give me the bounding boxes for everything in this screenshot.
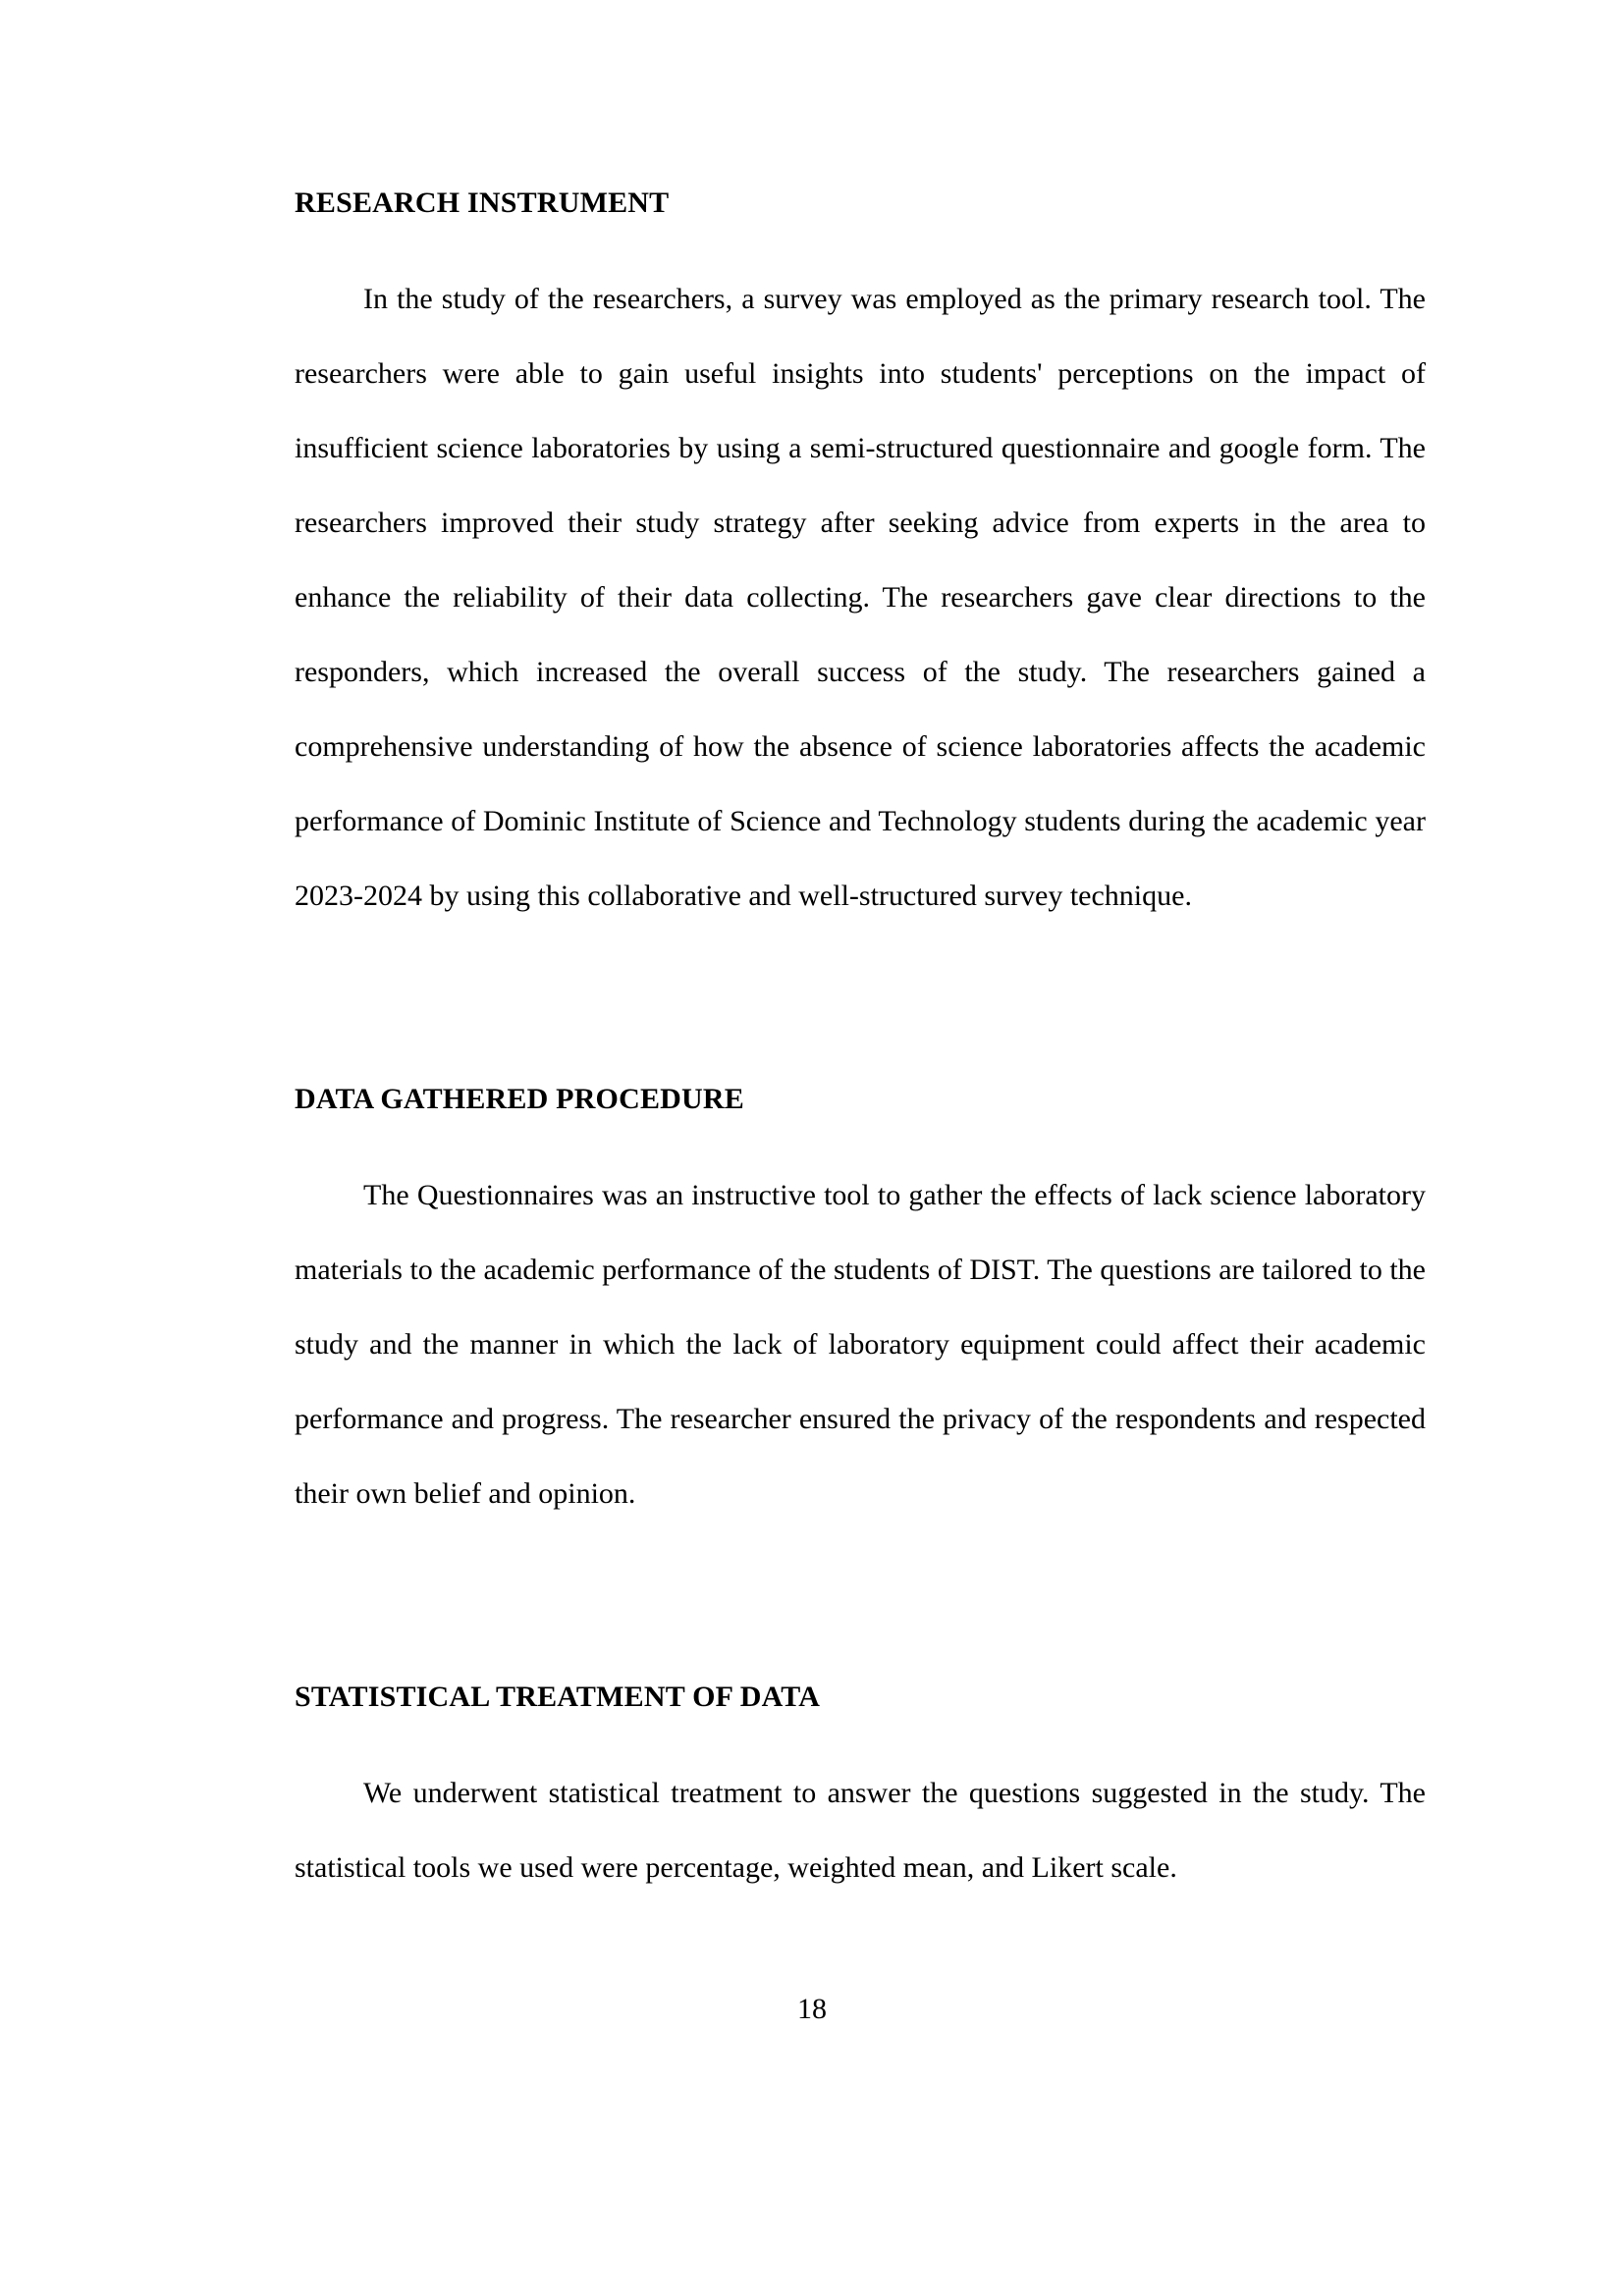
section-heading-statistical-treatment-of-data: STATISTICAL TREATMENT OF DATA — [295, 1681, 821, 1713]
document-body — [295, 187, 1426, 1905]
page-number: 18 — [797, 1993, 827, 2025]
spacer — [295, 1713, 1426, 1756]
section-paragraph-research-instrument: In the study of the researchers, a survey was employed as the primary research tool. The researchers were able to gain useful insights into students' perceptions on the impact of insufficient science laboratories by using a semi-structured questionnaire and google form. The researchers improved their study strategy after seeking advice from experts in the area to enhance the reliability of their data collecting. The researchers gave clear directions to the responders, which increased the overall success of the study. The researchers gained a comprehensive understanding of how the absence of science laboratories affects the academic performance of Dominic Institute of Science and Technology students during the academic year 2023-2024 by using this collaborative and well-structured survey technique. — [295, 283, 1426, 912]
section-heading-research-instrument: RESEARCH INSTRUMENT — [295, 187, 670, 219]
spacer — [295, 934, 1426, 1083]
spacer — [295, 219, 1426, 262]
section-paragraph-statistical-treatment-of-data: We underwent statistical treatment to answer the questions suggested in the study. The statistical tools we used were percentage, weighted mean, and Likert scale. — [295, 1777, 1426, 1884]
spacer — [295, 1531, 1426, 1681]
spacer — [295, 1115, 1426, 1158]
section-heading-data-gathered-procedure: DATA GATHERED PROCEDURE — [295, 1083, 744, 1115]
section-paragraph-data-gathered-procedure: The Questionnaires was an instructive tool to gather the effects of lack science laboratory materials to the academic performance of the students of DIST. The questions are tailored to the study and the manner in which the lack of laboratory equipment could affect their academic performance and progress. The researcher ensured the privacy of the respondents and respected their own belief and opinion. — [295, 1179, 1426, 1510]
